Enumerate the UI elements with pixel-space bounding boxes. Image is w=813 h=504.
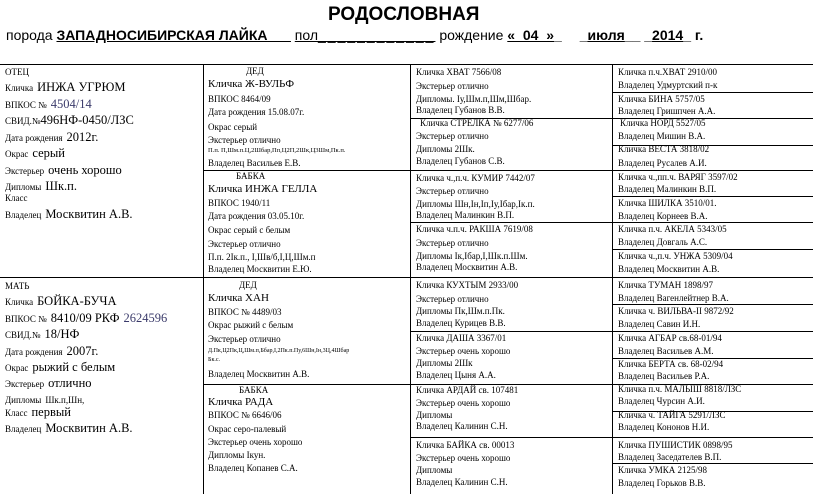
col4-3-name: Кличка НОРД 5527/05 (620, 118, 706, 128)
col4-13-name: Кличка п.ч. МАЛЫШ 8818/ЛЗС (618, 384, 742, 394)
col4-2-name: Кличка БИНА 5757/05 (618, 94, 705, 104)
year-prefix: _ (644, 27, 653, 43)
col3-6-exterior: Экстерьер очень хорошо (416, 346, 511, 356)
col3-1-diplomas: Дипломы. Iу,Шм.п,Шм,Шбар. (416, 94, 532, 104)
father-cert: 496НФ-0450/ЛЗС (40, 113, 134, 127)
gp-mm-exterior: Экстерьер очень хорошо (208, 437, 303, 447)
father-class-label: Класс (5, 193, 28, 203)
father-color-label: Окрас (5, 149, 29, 159)
col4-line-5 (612, 304, 813, 305)
father-reg: 4504/14 (50, 97, 92, 111)
col4-9-name: Кличка ТУМАН 1898/97 (618, 280, 713, 290)
mother-owner-row (5, 420, 133, 436)
gp-mf-owner: Владелец Москвитин А.В. (208, 369, 310, 379)
col4-line-4 (612, 249, 813, 250)
gp-fm-color: Окрас серый с белым (208, 225, 291, 235)
father-owner-label: Владелец (5, 210, 42, 220)
mother-reg-row (5, 310, 167, 326)
col3-1-owner: Владелец Губанов В.В. (416, 105, 505, 115)
father-dob-row (5, 129, 98, 145)
col3-2-diplomas: Дипломы 2Шк. (416, 144, 475, 154)
col4-5-owner: Владелец Малинкин В.П. (618, 184, 717, 194)
col4-7-name: Кличка п.ч. АКЕЛА 5343/05 (618, 224, 727, 234)
father-reg-row (5, 96, 92, 112)
col3-6-diplomas: Дипломы 2Шк (416, 358, 473, 368)
col3-8-owner: Владелец Калинин С.Н. (416, 477, 508, 487)
gp-mm-reg: ВПКОС № 6646/06 (208, 410, 282, 420)
gp-divider-1 (203, 170, 813, 171)
gp-ff-name: Кличка Ж-ВУЛЬФ (208, 78, 295, 90)
father-role: ОТЕЦ (5, 67, 29, 77)
father-diplomas: Шк.п. (45, 179, 77, 193)
col4-16-name: Кличка УМКА 2125/98 (618, 465, 707, 475)
father-owner-row (5, 206, 133, 222)
col4-14-owner: Владелец Кононов Н.И. (618, 422, 710, 432)
gp-ff-reg: ВПКОС 8464/09 (208, 94, 271, 104)
mother-dob: 2007г. (66, 344, 99, 358)
col3-4-owner: Владелец Москвитин А.В. (416, 262, 518, 272)
col3-8-exterior: Экстерьер очень хорошо (416, 453, 511, 463)
col4-10-name: Кличка ч. ВИЛЬВА-II 9872/92 (618, 306, 734, 316)
col3-4-name: Кличка ч.п.ч. РАКША 7619/08 (416, 224, 533, 234)
col3-8-diplomas: Дипломы (416, 465, 453, 475)
father-color: серый (32, 146, 65, 160)
father-cert-label: СВИД.№ (5, 116, 41, 126)
mother-class-label: Класс (5, 408, 28, 418)
col4-11-owner: Владелец Васильев А.М. (618, 346, 714, 356)
col4-12-name: Кличка БЕРТА св. 68-02/94 (618, 359, 724, 369)
gp-fm-exterior: Экстерьер отлично (208, 239, 281, 249)
col4-12-owner: Владелец Васильев Р.А. (618, 371, 710, 381)
father-exterior-label: Экстерьер (5, 166, 45, 176)
col3-4-diplomas: Дипломы Iк,Iбар,I,Шк.п.Шм. (416, 251, 528, 261)
day-sep: _ (554, 27, 562, 43)
mother-diplomas-label: Дипломы (5, 395, 42, 405)
col3-5-diplomas: Дипломы Пк,Шм.п.Пк. (416, 306, 505, 316)
gp-mf-reg: ВПКОС № 4489/03 (208, 307, 282, 317)
mother-name-row (5, 293, 117, 309)
col4-line-1 (612, 92, 813, 93)
mother-cert-row (5, 326, 79, 342)
sex-label: пол (294, 27, 318, 43)
gp-mf-role: ДЕД (239, 280, 257, 290)
father-dob: 2012г. (66, 130, 99, 144)
col4-8-name: Кличка ч.,п.ч. УНЖА 5309/04 (618, 251, 733, 261)
col4-6-name: Кличка ШИЛКА 3510/01. (618, 198, 717, 208)
mother-dob-label: Дата рождения (5, 347, 63, 357)
col3-line-4 (410, 437, 813, 438)
breed-underline: ___ (267, 27, 291, 43)
gp-fm-role: БАБКА (236, 171, 266, 181)
gp-ff-dob: Дата рождения 15.08.07г. (208, 107, 305, 117)
breed-value: ЗАПАДНОСИБИРСКАЯ ЛАЙКА (56, 27, 268, 43)
birth-label: рождение (439, 27, 504, 43)
mother-exterior-label: Экстерьер (5, 379, 45, 389)
col4-1-owner: Владелец Удмуртский п-к (618, 80, 718, 90)
father-exterior: очень хорошо (48, 163, 122, 177)
col3-7-diplomas: Дипломы (416, 410, 453, 420)
col4-9-owner: Владелец Вагенлейтнер В.А. (618, 293, 729, 303)
col3-line-3 (410, 331, 813, 332)
mother-color-row (5, 359, 115, 375)
gp-mf-name: Кличка ХАН (208, 292, 269, 304)
month-sep: __ (624, 27, 641, 43)
mother-cert: 18/НФ (44, 327, 80, 341)
father-diplomas-label: Дипломы (5, 182, 42, 192)
col3-2-exterior: Экстерьер отлично (416, 131, 489, 141)
birth-day: «_04_» (507, 27, 555, 43)
col4-line-8 (612, 463, 813, 464)
col3-3-owner: Владелец Малинкин В.П. (416, 210, 515, 220)
mother-class: первый (31, 405, 71, 419)
gp-mm-color: Окрас серо-палевый (208, 424, 287, 434)
year-sep: _ (683, 27, 691, 43)
col3-4-exterior: Экстерьер отлично (416, 238, 489, 248)
gp-mm-owner: Владелец Копанев С.А. (208, 463, 298, 473)
col1-divider (203, 64, 204, 494)
breed-label: порода (6, 27, 53, 43)
gp-fm-owner: Владелец Москвитин Е.Ю. (208, 264, 312, 274)
col3-3-exterior: Экстерьер отлично (416, 186, 489, 196)
mother-dob-row (5, 343, 98, 359)
gp-ff-role: ДЕД (246, 66, 264, 76)
mother-exterior-row (5, 375, 92, 391)
mother-owner-label: Владелец (5, 424, 42, 434)
col3-divider (612, 64, 613, 494)
col3-7-owner: Владелец Калинин С.Н. (416, 421, 508, 431)
col3-5-owner: Владелец Курицев В.В. (416, 318, 506, 328)
sex-underline: ____________ (318, 27, 436, 43)
mother-color-label: Окрас (5, 363, 29, 373)
col3-line-2 (410, 222, 813, 223)
col3-2-name: Кличка СТРЕЛКА № 6277/06 (420, 118, 534, 128)
gp-mf-color: Окрас рыжий с белым (208, 320, 294, 330)
gp-mf-diplomas-cont: Бк.с. (208, 357, 221, 363)
father-name: ИНЖА УГРЮМ (37, 80, 126, 94)
gp-fm-reg: ВПКОС 1940/11 (208, 198, 271, 208)
gp-mm-diplomas: Дипломы Iкун. (208, 450, 266, 460)
col3-2-owner: Владелец Губанов С.В. (416, 156, 505, 166)
father-exterior-row (5, 162, 122, 178)
col4-2-owner: Владелец Гришпчен А.А. (618, 106, 716, 116)
mother-name: БОЙКА-БУЧА (37, 294, 117, 308)
gp-fm-name: Кличка ИНЖА ГЕЛЛА (208, 183, 318, 195)
table-top-line (0, 64, 813, 65)
col3-3-diplomas: Дипломы Шн,Iн,Iп,Iу,Iбар,Iк.п. (416, 199, 535, 209)
header-row (6, 28, 703, 42)
mother-reg-label: ВПКОС № (5, 314, 47, 324)
col4-6-owner: Владелец Корнеев В.А. (618, 211, 708, 221)
col4-16-owner: Владелец Горьков В.В. (618, 478, 706, 488)
col3-6-name: Кличка ДАША 3367/01 (416, 333, 507, 343)
gp-mf-exterior: Экстерьер отлично (208, 334, 281, 344)
month-prefix: _ (579, 27, 588, 43)
father-owner: Москвитин А.В. (45, 207, 133, 221)
mother-role: МАТЬ (5, 281, 30, 291)
parents-divider (0, 277, 813, 278)
col4-7-owner: Владелец Довгаль А.С. (618, 237, 708, 247)
father-reg-label: ВПКОС № (5, 100, 47, 110)
col3-3-name: Кличка ч.,п.ч. КУМИР 7442/07 (416, 173, 535, 183)
col4-1-name: Кличка п.ч.ХВАТ 2910/00 (618, 67, 718, 77)
mother-owner: Москвитин А.В. (45, 421, 133, 435)
col4-4-owner: Владелец Русалев А.И. (618, 158, 707, 168)
col4-15-name: Кличка ПУШИСТИК 0898/95 (618, 440, 733, 450)
col4-11-name: Кличка АГБАР св.68-01/94 (618, 333, 722, 343)
gp-mm-role: БАБКА (239, 385, 269, 395)
mother-class-row (5, 404, 71, 420)
col4-10-owner: Владелец Савин И.Н. (618, 319, 701, 329)
father-color-row (5, 145, 65, 161)
mother-color: рыжий с белым (32, 360, 116, 374)
col4-5-name: Кличка ч.,пп.ч. ВАРЯГ 3597/02 (618, 172, 738, 182)
gp-fm-diplomas: П.п. 2Iк.п., I,Шв/б,I,Ц,Шм.п (208, 252, 316, 262)
gp-ff-exterior: Экстерьер отлично (208, 135, 281, 145)
col4-15-owner: Владелец Заседателев В.П. (618, 452, 722, 462)
gp-ff-diplomas: П.п. П,Шм.п.Ц,2Шбар,Пп,Ц2П,2Шк,Ц3Шм,Пк.п. (208, 147, 346, 154)
birth-year: 2014 (652, 27, 684, 43)
father-name-label: Кличка (5, 83, 34, 93)
gp-mf-diplomas: Д.Пк,Ц2Пк,Ц,Шм.п,Ббар,I,2Пк.п.Пу,6Шн,Iн,3Ц,4Шбар (208, 348, 350, 354)
gp-ff-owner: Владелец Васильев Е.В. (208, 158, 301, 168)
col2-divider (410, 64, 411, 494)
gp-mm-name: Кличка РАДА (208, 396, 274, 408)
col4-13-owner: Владелец Чурсин А.И. (618, 396, 705, 406)
col4-14-name: Кличка ч. ТАЙГА 5291/ЛЗС (618, 410, 726, 420)
year-suffix: г. (694, 27, 704, 43)
col4-line-3 (612, 196, 813, 197)
col4-4-name: Кличка ВЕСТА 3818/02 (618, 144, 710, 154)
father-name-row (5, 79, 125, 95)
birth-month: июля (587, 27, 625, 43)
mother-rkf: 2624596 (123, 311, 168, 325)
col3-5-exterior: Экстерьер отлично (416, 294, 489, 304)
col4-8-owner: Владелец Москвитин А.В. (618, 264, 720, 274)
mother-reg: 8410/09 РКФ (50, 311, 120, 325)
col3-6-owner: Владелец Цыня А.А. (416, 370, 496, 380)
mother-cert-label: СВИД.№ (5, 330, 41, 340)
father-diplomas-row (5, 178, 77, 194)
father-cert-row (5, 112, 134, 128)
gp-fm-dob: Дата рождения 03.05.10г. (208, 211, 305, 221)
mother-diplomas: Шк.п,Шн, (45, 395, 85, 405)
col3-7-exterior: Экстерьер очень хорошо (416, 398, 511, 408)
gp-ff-color: Окрас серый (208, 122, 258, 132)
mother-exterior: отлично (48, 376, 92, 390)
col3-5-name: Кличка КУХТЫМ 2933/00 (416, 280, 519, 290)
mother-name-label: Кличка (5, 297, 34, 307)
col3-8-name: Кличка БАЙКА св. 00013 (416, 440, 515, 450)
document-title: РОДОСЛОВНАЯ (328, 4, 480, 25)
col3-7-name: Кличка АРДАЙ св. 107481 (416, 385, 519, 395)
col3-1-exterior: Экстерьер отлично (416, 81, 489, 91)
col4-3-owner: Владелец Мишин В.А. (618, 131, 706, 141)
col3-1-name: Кличка ХВАТ 7566/08 (416, 67, 502, 77)
father-dob-label: Дата рождения (5, 133, 63, 143)
